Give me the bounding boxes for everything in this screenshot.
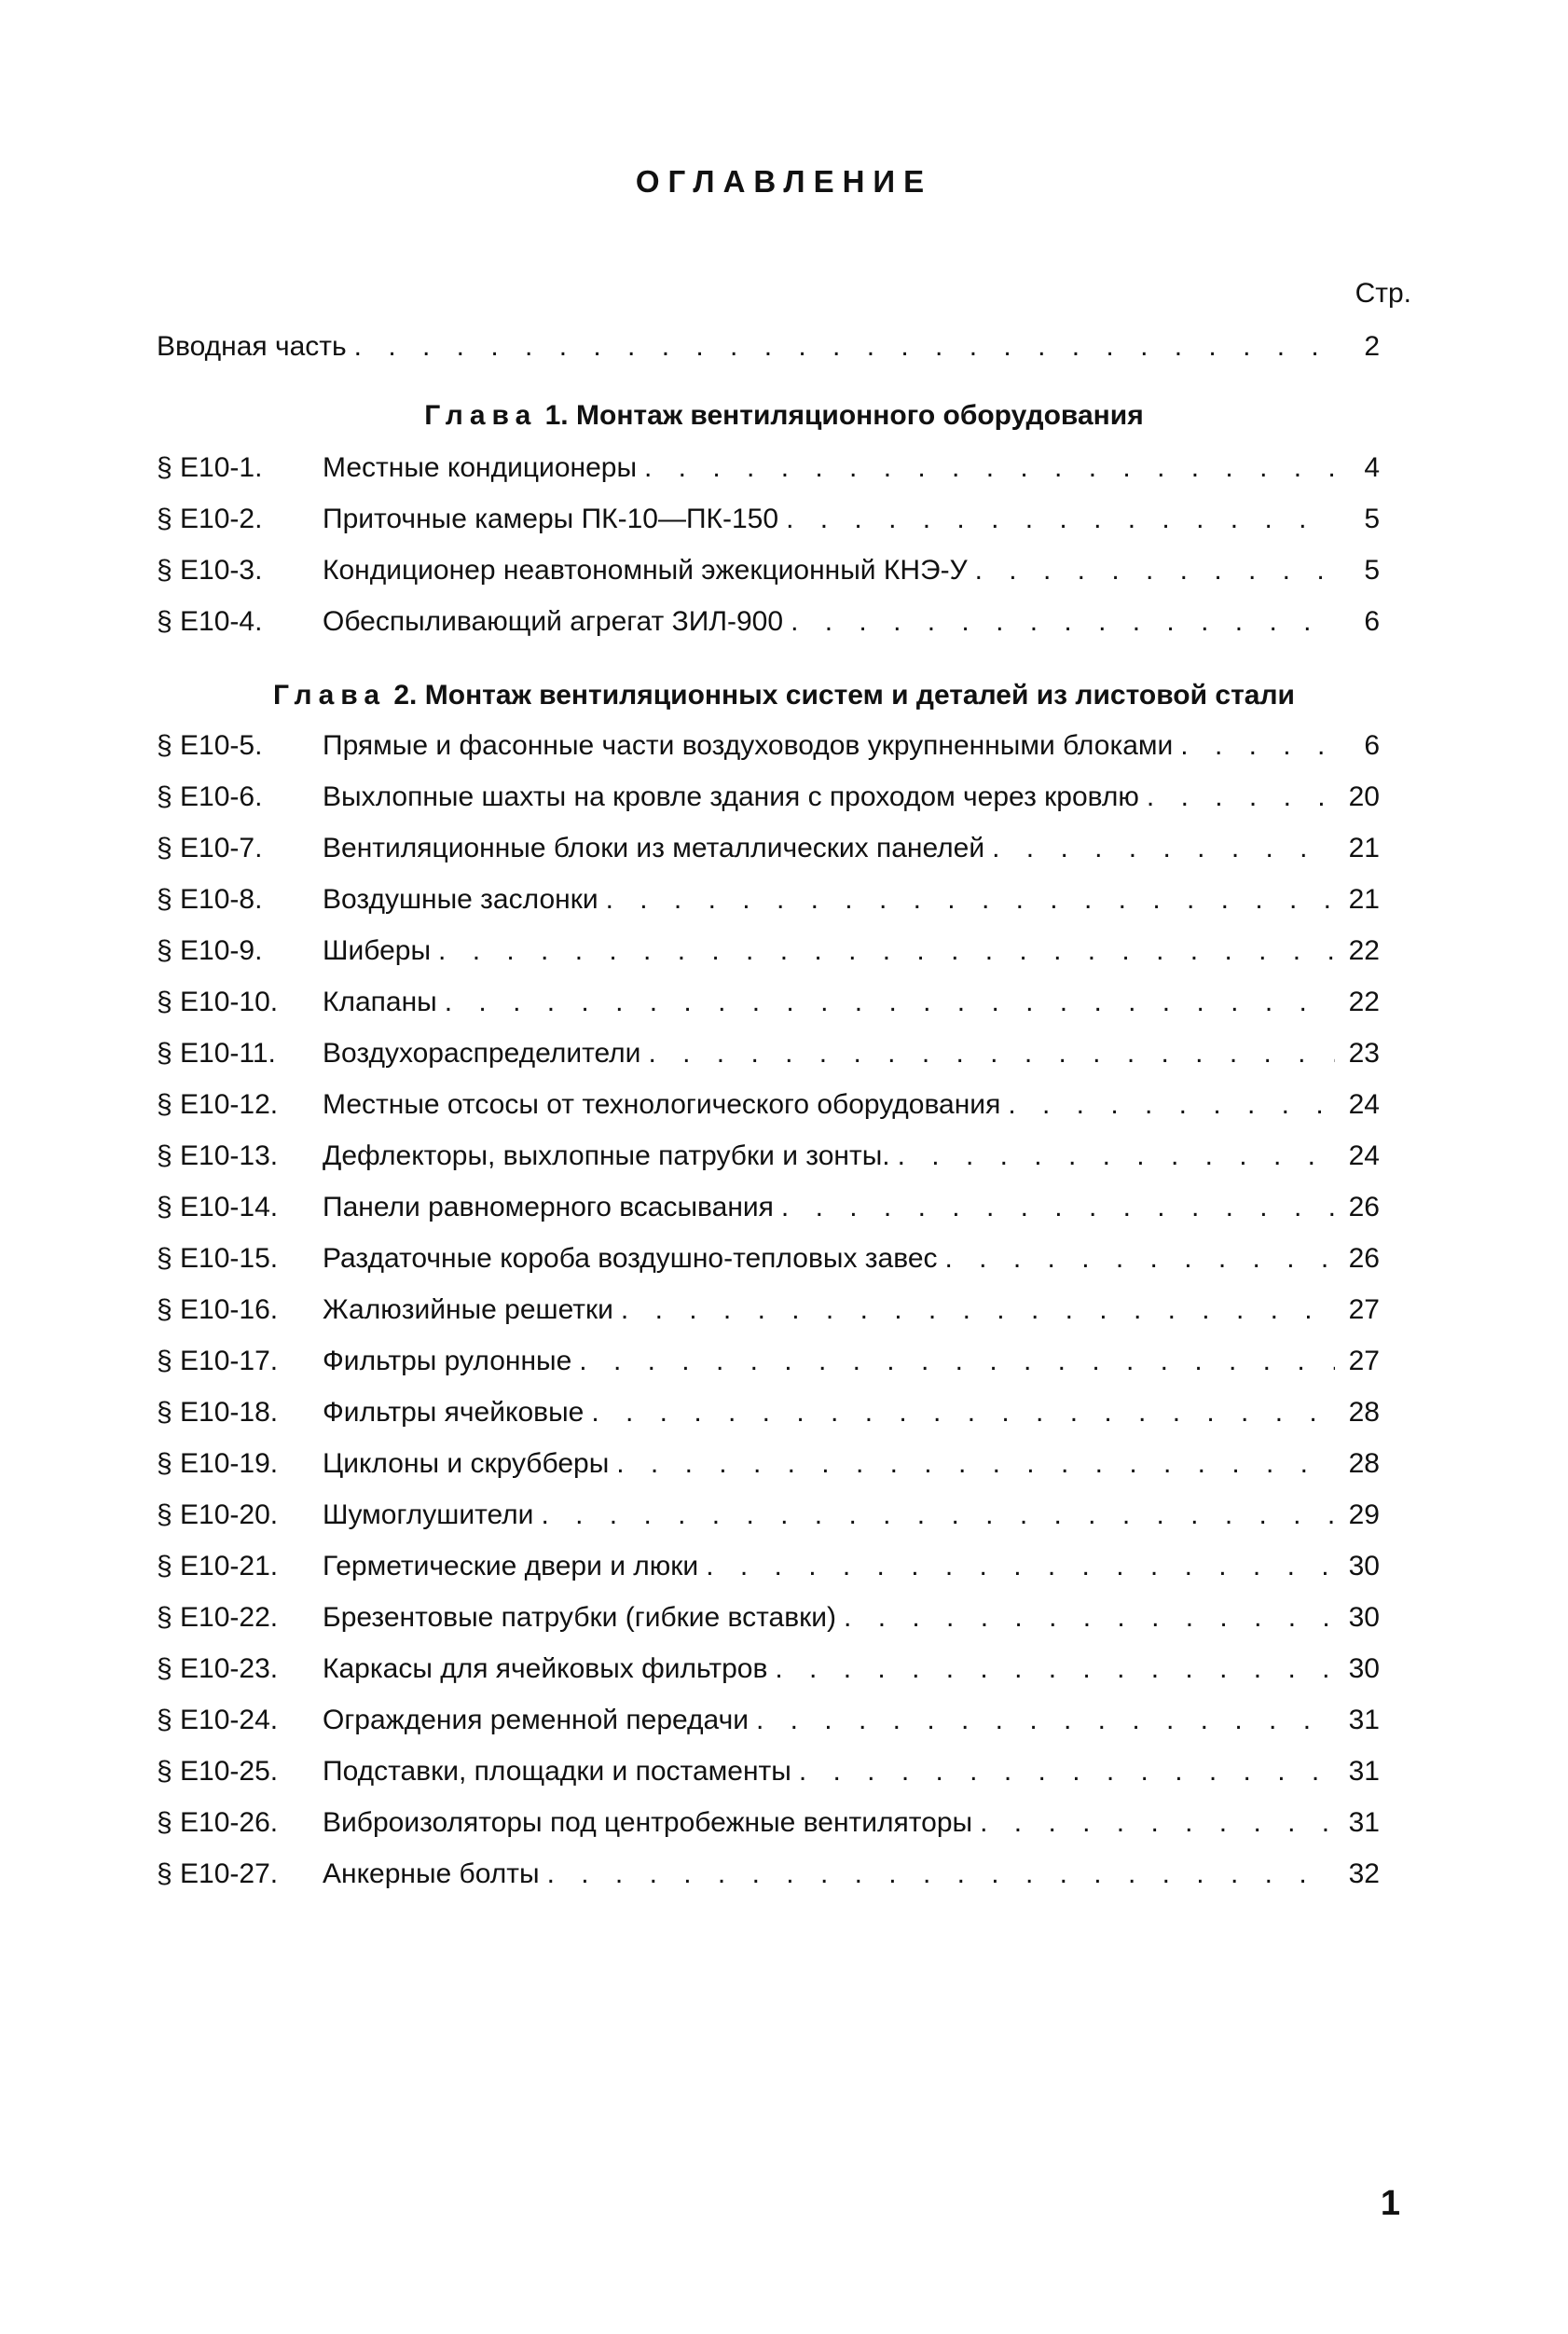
toc-entry-code: § Е10-13. bbox=[157, 1140, 279, 1171]
chapter-title: Монтаж вентиляционного оборудования bbox=[576, 400, 1144, 431]
toc-entry-text: Шумоглушители bbox=[323, 1499, 534, 1530]
toc-entry[interactable] bbox=[157, 1238, 1380, 1279]
toc-entry[interactable] bbox=[157, 1854, 1380, 1895]
dot-leader bbox=[945, 1238, 1335, 1279]
toc-entry[interactable] bbox=[157, 601, 1380, 642]
toc-entry-page: 26 bbox=[1348, 1192, 1380, 1222]
chapter-word: Глава bbox=[424, 400, 538, 431]
dot-leader bbox=[781, 1187, 1335, 1228]
dot-leader bbox=[799, 1751, 1335, 1792]
toc-entry-text: Жалюзийные решетки bbox=[323, 1294, 613, 1325]
toc-entry-page: 21 bbox=[1348, 884, 1380, 915]
toc-entry-code: § Е10-23. bbox=[157, 1653, 279, 1684]
dot-leader bbox=[791, 601, 1335, 642]
dot-leader bbox=[844, 1597, 1335, 1638]
toc-entry-text: Подставки, площадки и постаменты bbox=[323, 1756, 791, 1787]
dot-leader bbox=[756, 1700, 1335, 1741]
toc-entry-text: Шиберы bbox=[323, 935, 432, 966]
toc-entry-text: Анкерные болты bbox=[323, 1858, 540, 1889]
dot-leader bbox=[579, 1341, 1335, 1382]
toc-entry-text: Вентиляционные блоки из металлических панелей bbox=[323, 833, 985, 863]
toc-entry-page: 30 bbox=[1348, 1653, 1380, 1684]
toc-entry-page: 5 bbox=[1364, 555, 1380, 586]
dot-leader bbox=[980, 1802, 1335, 1844]
toc-entry[interactable] bbox=[157, 1341, 1380, 1382]
toc-entry[interactable] bbox=[157, 982, 1380, 1023]
toc-entry-page: 24 bbox=[1348, 1140, 1380, 1171]
toc-entry-code: § Е10-21. bbox=[157, 1551, 279, 1581]
toc-entry[interactable] bbox=[157, 725, 1380, 766]
chapter-word: Глава bbox=[273, 680, 387, 711]
toc-entry-text: Каркасы для ячейковых фильтров bbox=[323, 1653, 768, 1684]
toc-entry-code: § Е10-10. bbox=[157, 987, 279, 1017]
toc-entry-code: § Е10-15. bbox=[157, 1243, 279, 1274]
toc-entry-page: 6 bbox=[1364, 606, 1380, 637]
toc-entry-code: § Е10-18. bbox=[157, 1397, 279, 1428]
dot-leader bbox=[445, 982, 1335, 1023]
chapter-heading-2 bbox=[0, 675, 1568, 716]
toc-entry-page: 22 bbox=[1348, 987, 1380, 1017]
toc-entry-code: § Е10-24. bbox=[157, 1705, 279, 1735]
toc-entry[interactable] bbox=[157, 1392, 1380, 1433]
toc-entry-code: § Е10-16. bbox=[157, 1294, 279, 1325]
dot-leader bbox=[992, 828, 1335, 869]
toc-entry-code: § Е10-25. bbox=[157, 1756, 279, 1787]
toc-entry[interactable] bbox=[157, 550, 1380, 591]
page-number: 1 bbox=[1380, 2184, 1400, 2223]
toc-entry-code: § Е10-11. bbox=[157, 1038, 276, 1069]
toc-entry-text: Воздушные заслонки bbox=[323, 884, 598, 915]
toc-entry[interactable] bbox=[157, 1546, 1380, 1587]
toc-entry-text: Клапаны bbox=[323, 987, 437, 1017]
toc-entry-code: § Е10-1. bbox=[157, 452, 263, 483]
toc-entry-page: 31 bbox=[1348, 1756, 1380, 1787]
toc-entry-page: 22 bbox=[1348, 935, 1380, 966]
toc-entry-text: Местные отсосы от технологического оборудования bbox=[323, 1089, 1001, 1120]
toc-entry-page: 29 bbox=[1348, 1499, 1380, 1530]
toc-entry-text: Фильтры ячейковые bbox=[323, 1397, 585, 1428]
toc-entry-page: 28 bbox=[1348, 1397, 1380, 1428]
toc-entry[interactable] bbox=[157, 1700, 1380, 1741]
toc-entry[interactable] bbox=[157, 1136, 1380, 1177]
dot-leader bbox=[606, 879, 1335, 920]
toc-entry[interactable] bbox=[157, 1649, 1380, 1690]
toc-entry-code: § Е10-14. bbox=[157, 1192, 279, 1222]
toc-entry-code: § Е10-17. bbox=[157, 1346, 279, 1376]
toc-entry-page: 2 bbox=[1364, 331, 1380, 362]
toc-entry-page: 4 bbox=[1364, 452, 1380, 483]
page-column-label: Стр. bbox=[1355, 278, 1411, 309]
toc-entry-text: Брезентовые патрубки (гибкие вставки) bbox=[323, 1602, 837, 1633]
toc-entry-text: Циклоны и скрубберы bbox=[323, 1448, 610, 1479]
toc-entry-page: 6 bbox=[1364, 730, 1380, 761]
toc-entry-text: Фильтры рулонные bbox=[323, 1346, 572, 1376]
toc-entry[interactable] bbox=[157, 1597, 1380, 1638]
toc-entry-code: § Е10-27. bbox=[157, 1858, 279, 1889]
toc-entry[interactable] bbox=[157, 1802, 1380, 1844]
dot-leader bbox=[644, 448, 1335, 489]
toc-entry-text: Воздухораспределители bbox=[323, 1038, 641, 1069]
toc-entry-page: 28 bbox=[1348, 1448, 1380, 1479]
dot-leader bbox=[786, 499, 1335, 540]
dot-leader bbox=[975, 550, 1335, 591]
dot-leader bbox=[616, 1443, 1335, 1485]
chapter-title: Монтаж вентиляционных систем и деталей из листовой стали bbox=[424, 680, 1295, 711]
dot-leader bbox=[1008, 1084, 1335, 1126]
toc-entry-page: 21 bbox=[1348, 833, 1380, 863]
toc-entry-text: Выхлопные шахты на кровле здания с проходом через кровлю bbox=[323, 781, 1139, 812]
toc-entry[interactable] bbox=[157, 828, 1380, 869]
dot-leader bbox=[1180, 725, 1335, 766]
toc-entry[interactable] bbox=[157, 1084, 1380, 1126]
toc-entry[interactable] bbox=[157, 777, 1380, 818]
toc-entry-text: Приточные камеры ПК-10—ПК-150 bbox=[323, 504, 779, 534]
toc-entry[interactable] bbox=[157, 448, 1380, 489]
toc-entry-intro[interactable] bbox=[157, 326, 1380, 367]
toc-entry-page: 27 bbox=[1348, 1294, 1380, 1325]
toc-entry[interactable] bbox=[157, 1495, 1380, 1536]
toc-entry-code: § Е10-6. bbox=[157, 781, 263, 812]
toc-entry-page: 31 bbox=[1348, 1807, 1380, 1838]
toc-entry-page: 24 bbox=[1348, 1089, 1380, 1120]
dot-leader bbox=[541, 1495, 1335, 1536]
chapter-number: 2. bbox=[393, 680, 418, 711]
toc-entry-page: 26 bbox=[1348, 1243, 1380, 1274]
toc-entry-text: Раздаточные короба воздушно-тепловых завес bbox=[323, 1243, 938, 1274]
chapter-heading-1 bbox=[0, 395, 1568, 436]
toc-entry-text: Виброизоляторы под центробежные вентиляторы bbox=[323, 1807, 973, 1838]
toc-entry-text: Герметические двери и люки bbox=[323, 1551, 699, 1581]
dot-leader bbox=[898, 1136, 1335, 1177]
toc-entry-text: Ограждения ременной передачи bbox=[323, 1705, 749, 1735]
toc-entry-code: § Е10-8. bbox=[157, 884, 263, 915]
page-title: ОГЛАВЛЕНИЕ bbox=[635, 164, 933, 199]
toc-entry-page: 5 bbox=[1364, 504, 1380, 534]
dot-leader bbox=[775, 1649, 1335, 1690]
toc-entry-text: Прямые и фасонные части воздуховодов укрупненными блоками bbox=[323, 730, 1174, 761]
toc-entry-code: § Е10-20. bbox=[157, 1499, 279, 1530]
chapter-number: 1. bbox=[544, 400, 569, 431]
toc-entry[interactable] bbox=[157, 1751, 1380, 1792]
toc-entry-code: § Е10-19. bbox=[157, 1448, 279, 1479]
toc-entry-page: 23 bbox=[1348, 1038, 1380, 1069]
toc-entry-code: § Е10-12. bbox=[157, 1089, 279, 1120]
toc-entry-code: § Е10-22. bbox=[157, 1602, 279, 1633]
toc-entry-page: 30 bbox=[1348, 1551, 1380, 1581]
toc-entry[interactable] bbox=[157, 1033, 1380, 1074]
toc-entry-code: § Е10-26. bbox=[157, 1807, 279, 1838]
dot-leader bbox=[591, 1392, 1335, 1433]
toc-entry-text: Панели равномерного всасывания bbox=[323, 1192, 774, 1222]
toc-entry-text: Местные кондиционеры bbox=[323, 452, 638, 483]
toc-entry[interactable] bbox=[157, 879, 1380, 920]
dot-leader bbox=[706, 1546, 1335, 1587]
toc-entry-text: Вводная часть bbox=[157, 331, 347, 362]
toc-entry-page: 32 bbox=[1348, 1858, 1380, 1889]
dot-leader bbox=[621, 1290, 1335, 1331]
toc-entry-code: § Е10-9. bbox=[157, 935, 263, 966]
toc-entry-code: § Е10-4. bbox=[157, 606, 263, 637]
toc-entry-code: § Е10-2. bbox=[157, 504, 263, 534]
toc-entry-code: § Е10-5. bbox=[157, 730, 263, 761]
toc-entry-code: § Е10-3. bbox=[157, 555, 263, 586]
toc-entry-page: 27 bbox=[1348, 1346, 1380, 1376]
toc-entry-text: Обеспыливающий агрегат ЗИЛ-900 bbox=[323, 606, 784, 637]
toc-entry-page: 31 bbox=[1348, 1705, 1380, 1735]
toc-entry[interactable] bbox=[157, 931, 1380, 972]
dot-leader bbox=[547, 1854, 1335, 1895]
toc-entry[interactable] bbox=[157, 1443, 1380, 1485]
dot-leader bbox=[648, 1033, 1335, 1074]
toc-entry[interactable] bbox=[157, 1290, 1380, 1331]
toc-entry-page: 20 bbox=[1348, 781, 1380, 812]
toc-entry-page: 30 bbox=[1348, 1602, 1380, 1633]
dot-leader bbox=[438, 931, 1335, 972]
toc-entry-text: Кондиционер неавтономный эжекционный КНЭ-У bbox=[323, 555, 968, 586]
toc-entry-code: § Е10-7. bbox=[157, 833, 263, 863]
toc-entry-text: Дефлекторы, выхлопные патрубки и зонты. bbox=[323, 1140, 890, 1171]
toc-entry[interactable] bbox=[157, 1187, 1380, 1228]
dot-leader bbox=[1147, 777, 1335, 818]
dot-leader bbox=[354, 326, 1335, 367]
toc-entry[interactable] bbox=[157, 499, 1380, 540]
